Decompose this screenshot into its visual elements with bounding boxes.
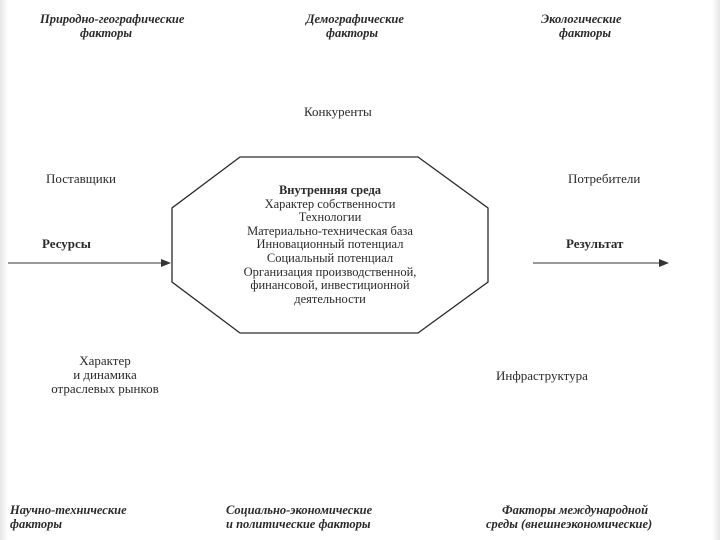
industry-markets-label bbox=[30, 354, 180, 396]
suppliers-label: Поставщики bbox=[46, 171, 116, 186]
infrastructure-label: Инфраструктура bbox=[496, 368, 588, 383]
internal-line-finance: финансовой, инвестиционной bbox=[250, 278, 410, 293]
competitors-label: Конкуренты bbox=[304, 104, 372, 119]
consumers-label: Потребители bbox=[568, 171, 641, 186]
ecological-factors bbox=[541, 12, 622, 40]
ecological-factors-line-1: Экологические bbox=[541, 12, 622, 26]
scientific-factors-line-2: факторы bbox=[10, 517, 63, 531]
internal-line-technologies: Технологии bbox=[298, 210, 362, 225]
natural-factors-line-1: Природно-географические bbox=[40, 12, 185, 26]
internal-line-social: Социальный потенциал bbox=[266, 250, 394, 265]
markets-line-1: Характер bbox=[79, 353, 131, 368]
result-label: Результат bbox=[566, 236, 624, 251]
natural-factors-line-2: факторы bbox=[80, 26, 133, 40]
internal-environment-text bbox=[198, 184, 462, 306]
markets-line-3: отраслевых рынков bbox=[51, 381, 159, 396]
internal-line-activity: деятельности bbox=[294, 291, 366, 306]
socio-factors-line-2: и политические факторы bbox=[226, 517, 371, 531]
international-factors-line-2: среды (внешнеэкономические) bbox=[486, 517, 653, 531]
scientific-technical-factors bbox=[10, 503, 127, 531]
resources-label: Ресурсы bbox=[42, 236, 91, 251]
internal-line-material-base: Материально-техническая база bbox=[247, 223, 413, 238]
internal-line-ownership: Характер собственности bbox=[264, 196, 396, 211]
demographic-factors bbox=[306, 12, 404, 40]
international-environment-factors bbox=[486, 503, 652, 531]
socio-factors-line-1: Социально-экономические bbox=[226, 503, 373, 517]
internal-line-innovation: Инновационный потенциал bbox=[256, 237, 404, 252]
socio-economic-factors bbox=[226, 503, 372, 531]
scientific-factors-line-1: Научно-технические bbox=[10, 503, 127, 517]
markets-line-2: и динамика bbox=[73, 367, 137, 382]
internal-line-organization: Организация производственной, bbox=[243, 264, 417, 279]
international-factors-line-1: Факторы международной bbox=[502, 503, 649, 517]
demographic-factors-line-2: факторы bbox=[326, 26, 379, 40]
natural-geographic-factors bbox=[40, 12, 184, 40]
ecological-factors-line-2: факторы bbox=[559, 26, 612, 40]
demographic-factors-line-1: Демографические bbox=[306, 12, 404, 26]
internal-environment-title: Внутренняя среда bbox=[278, 183, 382, 197]
